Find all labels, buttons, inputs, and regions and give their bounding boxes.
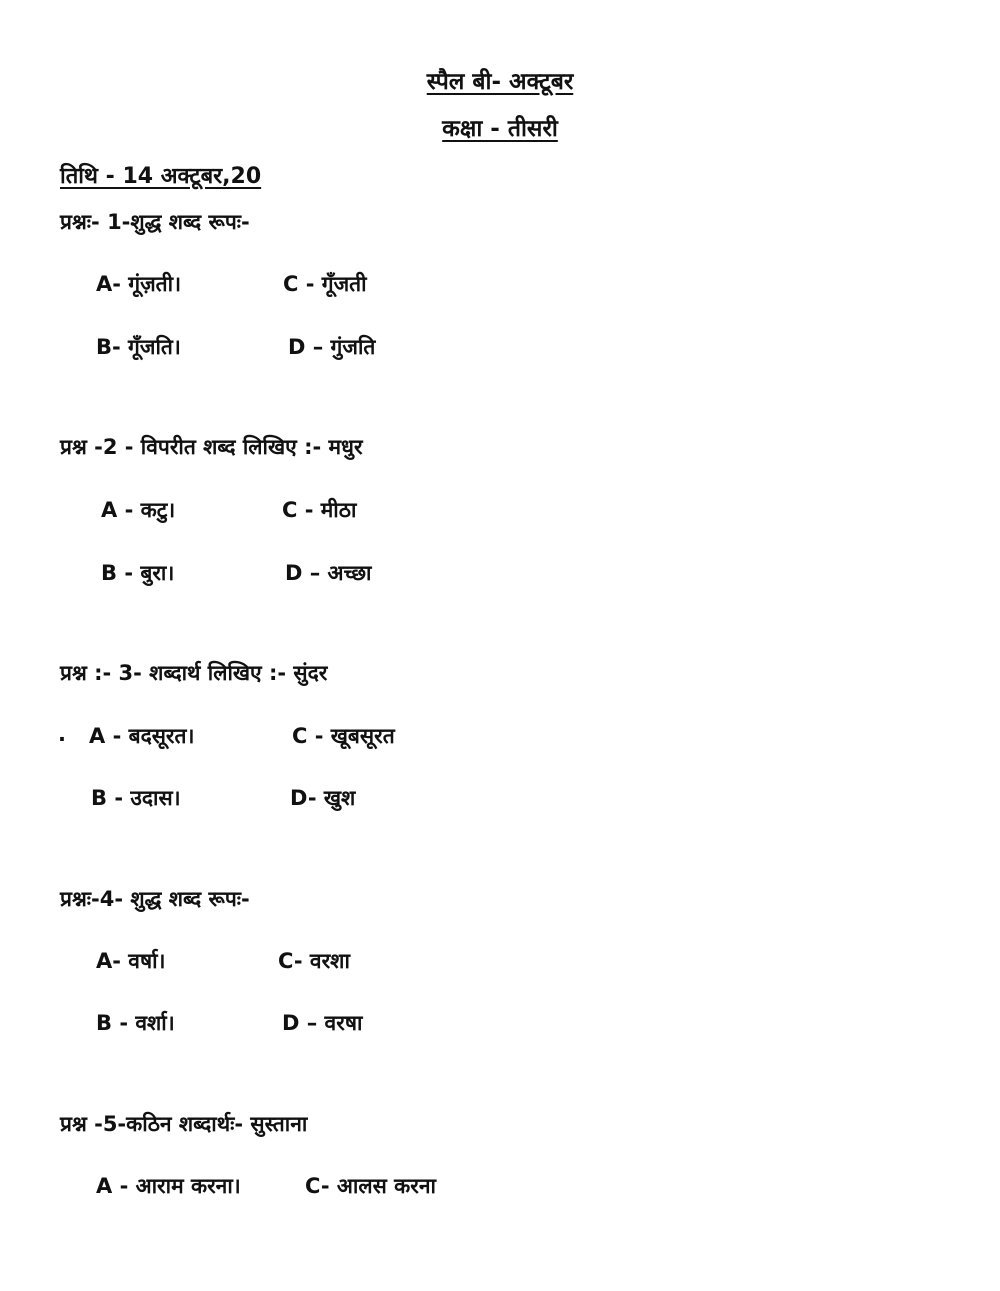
q2-option-d: D – अच्छा: [285, 561, 372, 585]
q5-option-a: A - आराम करना।: [96, 1174, 241, 1198]
q4-option-c: C- वरशा: [278, 949, 350, 973]
worksheet-title: स्पैल बी- अक्टूबर: [426, 69, 574, 95]
q2-option-c: C - मीठा: [282, 498, 357, 522]
q2-option-a: A - कटु।: [101, 498, 176, 522]
q3-option-d: D- खुश: [290, 786, 356, 810]
question-1: प्रश्नः- 1-शुद्ध शब्द रूपः-: [60, 210, 250, 234]
q3-option-b: B - उदास।: [91, 786, 181, 810]
q4-option-d: D – वरषा: [282, 1011, 363, 1035]
question-5: प्रश्न -5-कठिन शब्दार्थः- सुस्ताना: [60, 1112, 308, 1136]
q1-option-d: D – गुंजति: [288, 335, 376, 359]
question-2: प्रश्न -2 - विपरीत शब्द लिखिए :- मधुर: [60, 435, 363, 459]
q3-bullet: .: [58, 722, 66, 746]
class-heading: कक्षा - तीसरी: [442, 116, 558, 142]
q1-option-a: A- गूंज़ती।: [96, 272, 182, 296]
q4-option-b: B - वर्शा।: [96, 1011, 175, 1035]
q1-option-b: B- गूँजति।: [96, 335, 181, 359]
question-3: प्रश्न :- 3- शब्दार्थ लिखिए :- सुंदर: [60, 661, 328, 685]
question-4: प्रश्नः-4- शुद्ध शब्द रूपः-: [60, 887, 250, 911]
q1-option-c: C - गूँजती: [283, 272, 367, 296]
q4-option-a: A- वर्षा।: [96, 949, 166, 973]
q5-option-c: C- आलस करना: [305, 1174, 436, 1198]
q3-option-c: C - खूबसूरत: [292, 724, 395, 748]
q3-option-a: A - बदसूरत।: [89, 724, 195, 748]
q2-option-b: B - बुरा।: [101, 561, 175, 585]
date-line: तिथि - 14 अक्टूबर,20: [60, 164, 262, 189]
